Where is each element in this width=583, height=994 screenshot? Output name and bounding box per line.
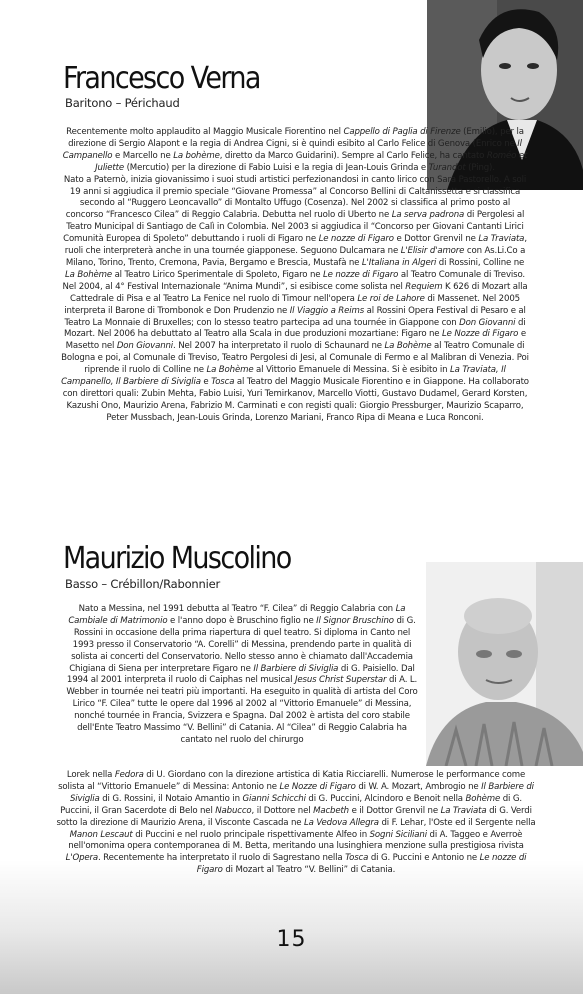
work-title: La serva padrona <box>391 210 465 221</box>
bio-text: , ruoli che interpreterà anche in una tournée giapponese. Seguono Dulcamara ne <box>64 234 527 257</box>
work-title: Macbeth <box>313 805 349 816</box>
work-title: La Bohème <box>206 365 254 376</box>
bio-text: di U. Giordano con la direzione artistica di Katia Ricciarelli. Numerose le performance come solista al “Vittorio Emanuele” di Messina: Antonio ne <box>58 770 526 792</box>
bio-text: di W. A. Mozart, Ambrogio ne <box>355 781 482 792</box>
artist-name: Maurizio Muscolino <box>63 541 291 576</box>
bio-text: di G. Paisiello. Dal 1994 al 2001 interpreta il ruolo di Caiphas nel musical <box>66 663 415 686</box>
bio-text: con As.Li.Co a Milano, Torino, Trento, Cremona, Pavia, Bergamo e Brescia, Mustafà ne <box>65 246 526 268</box>
work-title: La Traviata, Il Campanello, Il Barbiere di Siviglia <box>61 365 506 388</box>
work-title: La Bohème <box>384 341 432 352</box>
bio-text: di Pergolesi al Teatro Municipal di Santiago de Calì in Colombia. Nel 2003 si aggiudica il “Concorso per Giovani Cantanti Lirici Comunità Europea di Spoleto” debuttando i ruoli di Figaro ne <box>63 210 525 245</box>
work-title: La Vedova Allegra <box>303 817 379 828</box>
bio-text: di A. Taggeo e Averroè nell'omonima opera contemporanea di M. Betta, meritando una lusinghiera menzione sulla prestigiosa rivista <box>68 829 524 852</box>
work-title: L'Elisir d'amore <box>400 246 465 257</box>
work-title: Cappello di Paglia di Firenze <box>343 127 461 137</box>
bio-paragraph <box>60 175 530 282</box>
bio-paragraph <box>60 282 530 425</box>
work-title: Il Viaggio a Reims <box>289 305 365 316</box>
bio-text: (Ping). <box>465 162 495 173</box>
page-number: 15 <box>276 927 307 952</box>
work-title: Le nozze di Figaro <box>318 234 394 245</box>
bio-text: . Recentemente ha interpretato il ruolo di Sagrestano nella <box>98 853 346 864</box>
bio-paragraph <box>62 604 422 747</box>
bio-text: , il Dottore nel <box>251 805 314 816</box>
work-title: Manon Lescaut <box>69 829 133 840</box>
work-title: La bohème <box>173 150 220 161</box>
work-title: Turandot <box>428 162 466 173</box>
work-title: La Cambiale di Matrimonio <box>68 604 406 626</box>
bio-text: di Massenet. Nel 2005 interpreta il Barone di Trombonok e Don Prudenzio ne <box>64 293 520 316</box>
work-title: Il Campanello <box>62 138 522 161</box>
work-title: Le Nozze di Figaro <box>279 781 356 792</box>
bio-text: e Marcello ne <box>112 150 174 161</box>
bio-text: di G. Rossini in occasione della prima riapertura di quel teatro. Si diploma in Canto nel 1993 presso il Conservatorio “A. Corelli” di Messina, prendendo parte in qualità di solista ai concerti del Conservatorio. Nello stesso anno è chiamato dall'Accademia Chigiana di Siena per interpretare Figaro ne <box>69 615 416 674</box>
bio-text: (Mercutio) per la direzione di Fabio Luisi e la regia di Jean-Louis Grinda e <box>124 162 429 173</box>
artist-role: Basso – Crébillon/Rabonnier <box>65 577 220 591</box>
work-title: Fedora <box>114 770 144 780</box>
work-title: Nabucco <box>215 805 252 816</box>
bio-text: e l'anno dopo è Bruschino figlio ne <box>167 615 317 626</box>
work-title: Gianni Schicchi <box>242 793 306 804</box>
bio-text: (Emilio), per la direzione di Sergio Alapont e la regia di Andrea Cigni, si è quindi esibito al Carlo Felice di Genova (Enrico ne <box>68 127 524 149</box>
bio-text: al Teatro del Maggio Musicale Fiorentino e in Giappone. Ha collaborato con direttori quali: Zubin Mehta, Fabio Luisi, Yuri Temirkanov, Marcello Viotti, Gustavo Dudamel, Gerard Korsten, Kazushi Ono, Maurizio Arena, Fabrizio M. Carminati e con registi quali: Giorgio Pressburger, Maurizio Scaparro, Peter Mussbach, Jean-Louis Grinda, Lorenzo Mariani, Franco Ripa di Meana e Luca Ronconi. <box>62 377 529 423</box>
work-title: Don Giovanni <box>459 317 516 328</box>
work-title: Jesus Christ Superstar <box>294 675 387 686</box>
bio-text: . Nel 2007 ha interpretato il ruolo di Schaunard ne <box>173 341 385 352</box>
bio-text: di Mozart. Nel 2006 ha debuttato al Teatro alla Scala in due produzioni mozartiane: Figaro ne <box>63 317 526 340</box>
artist-biography <box>60 127 530 425</box>
work-title: Sogni Siciliani <box>369 829 427 840</box>
work-title: Tosca <box>345 853 369 864</box>
bio-text: e <box>200 377 212 388</box>
bio-text: di G. Puccini e Antonio ne <box>368 853 480 864</box>
bio-text: di Puccini e nel ruolo principale rispettivamente Alfeo in <box>132 829 370 840</box>
work-title: Roméo et Juliette <box>95 150 528 173</box>
work-title: La Bohème <box>65 269 112 280</box>
portrait-photo-muscolino <box>426 562 583 766</box>
artist-biography-continued <box>56 770 536 877</box>
bio-text: al Teatro Comunale di Bologna e poi, al Comunale di Treviso, Teatro Pergolesi di Jesi, al Comunale di Fermo e al Malibran di Venezia. Poi riprende il ruolo di Colline ne <box>61 341 529 376</box>
bio-text: di G. Puccini, Alcindoro e Benoit nella <box>305 793 466 804</box>
work-title: L'Italiana in Algeri <box>361 257 437 268</box>
bio-text: di Rossini, Colline ne <box>436 257 525 268</box>
bio-text: di Mozart al Teatro “V. Bellini” di Catania. <box>222 865 396 876</box>
work-title: Il Barbiere di Siviglia <box>253 663 339 674</box>
bio-text: e Dottor Grenvil ne <box>393 234 479 245</box>
bio-text: di G. Verdi sotto la direzione di Maurizio Arena, il Visconte Cascada ne <box>56 805 532 828</box>
bio-text: di G. Rossini, il Notaio Amantio in <box>99 793 243 804</box>
bio-text: , diretto da Marco Guidarini). Sempre al Carlo Felice, ha cantato <box>219 150 487 161</box>
work-title: Requiem <box>405 281 443 292</box>
work-title: L'Opera <box>65 853 99 864</box>
bio-text: e Masetto nel <box>65 329 527 352</box>
bio-text: Nel 2004, al 4° Festival Internazionale “Anima Mundi”, si esibisce come solista nel <box>62 281 406 292</box>
bio-text: al Rossini Opera Festival di Pesaro e al Teatro La Monnaie di Bruxelles; con lo stesso teatro partecipa ad una tournée in Giappone con <box>64 305 526 328</box>
bio-text: e il Dottor Grenvil ne <box>348 805 441 816</box>
bio-text: Recentemente molto applaudito al Maggio Musicale Fiorentino nel <box>66 127 344 137</box>
work-title: Il Signor Bruschino <box>316 615 394 626</box>
artist-biography <box>62 604 422 747</box>
bio-text: al Vittorio Emanuele di Messina. Si è esibito in <box>253 365 451 376</box>
work-title: Le nozze di Figaro <box>323 269 399 280</box>
work-title: Le Nozze di Figaro <box>442 329 519 340</box>
bio-text: di F. Lehar, l'Oste ed il Sergente nella <box>378 817 536 828</box>
bio-text: Nato a Paternò, inizia giovanissimo i suoi studi artistici perfezionandosi in canto lirico con Sara Pastorello. A soli 19 anni si aggiudica il premio speciale “Giovane Promessa” al Concorso Bellini di Caltanissetta e si classifica secondo al “Ruggero Leoncavallo” di Montalto Uffugo (Cosenza). Nel 2002 si classifica al primo posto al concorso “Francesco Cilea” di Reggio Calabria. Debutta nel ruolo di Uberto ne <box>63 174 527 221</box>
bio-text: di G. Puccini, il Gran Sacerdote di Belo nel <box>60 793 522 816</box>
work-title: La Traviata <box>478 234 525 245</box>
work-title: Le roi de Lahore <box>357 293 425 304</box>
work-title: Bohème <box>465 793 501 804</box>
bio-text: al Teatro Comunale di Treviso. <box>398 269 525 280</box>
work-title: La Traviata <box>440 805 487 816</box>
artist-role: Baritono – Périchaud <box>65 96 180 110</box>
bio-text: Nato a Messina, nel 1991 debutta al Teatro “F. Cilea” di Reggio Calabria con <box>78 604 396 614</box>
work-title: Le nozze di Figaro <box>196 853 527 876</box>
bio-text: Lorek nella <box>66 770 115 780</box>
bio-paragraph <box>60 127 530 175</box>
work-title: Il Barbiere di Siviglia <box>70 781 534 804</box>
bio-text: di A. L. Webber in tournée nei teatri più importanti. Ha eseguito in qualità di artista del Coro Lirico “F. Cilea” tutte le opere dal 1996 al 2002 al “Vittorio Emanuele” di Messina, nonché tournée in Francia, Svizzera e Spagna. Dal 2002 è artista del coro stabile dell'Ente Teatro Massimo “V. Bellini” di Catania. Al “Cilea” di Reggio Calabria ha cantato nel ruolo del chirurgo <box>66 675 418 745</box>
work-title: Tosca <box>211 377 235 388</box>
bio-paragraph <box>56 770 536 877</box>
work-title: Don Giovanni <box>116 341 174 352</box>
bio-text: al Teatro Lirico Sperimentale di Spoleto, Figaro ne <box>111 269 324 280</box>
bio-text: K 626 di Mozart alla Cattedrale di Pisa e al Teatro La Fenice nel ruolo di Timour nell'opera <box>70 281 528 304</box>
artist-name: Francesco Verna <box>63 61 260 96</box>
